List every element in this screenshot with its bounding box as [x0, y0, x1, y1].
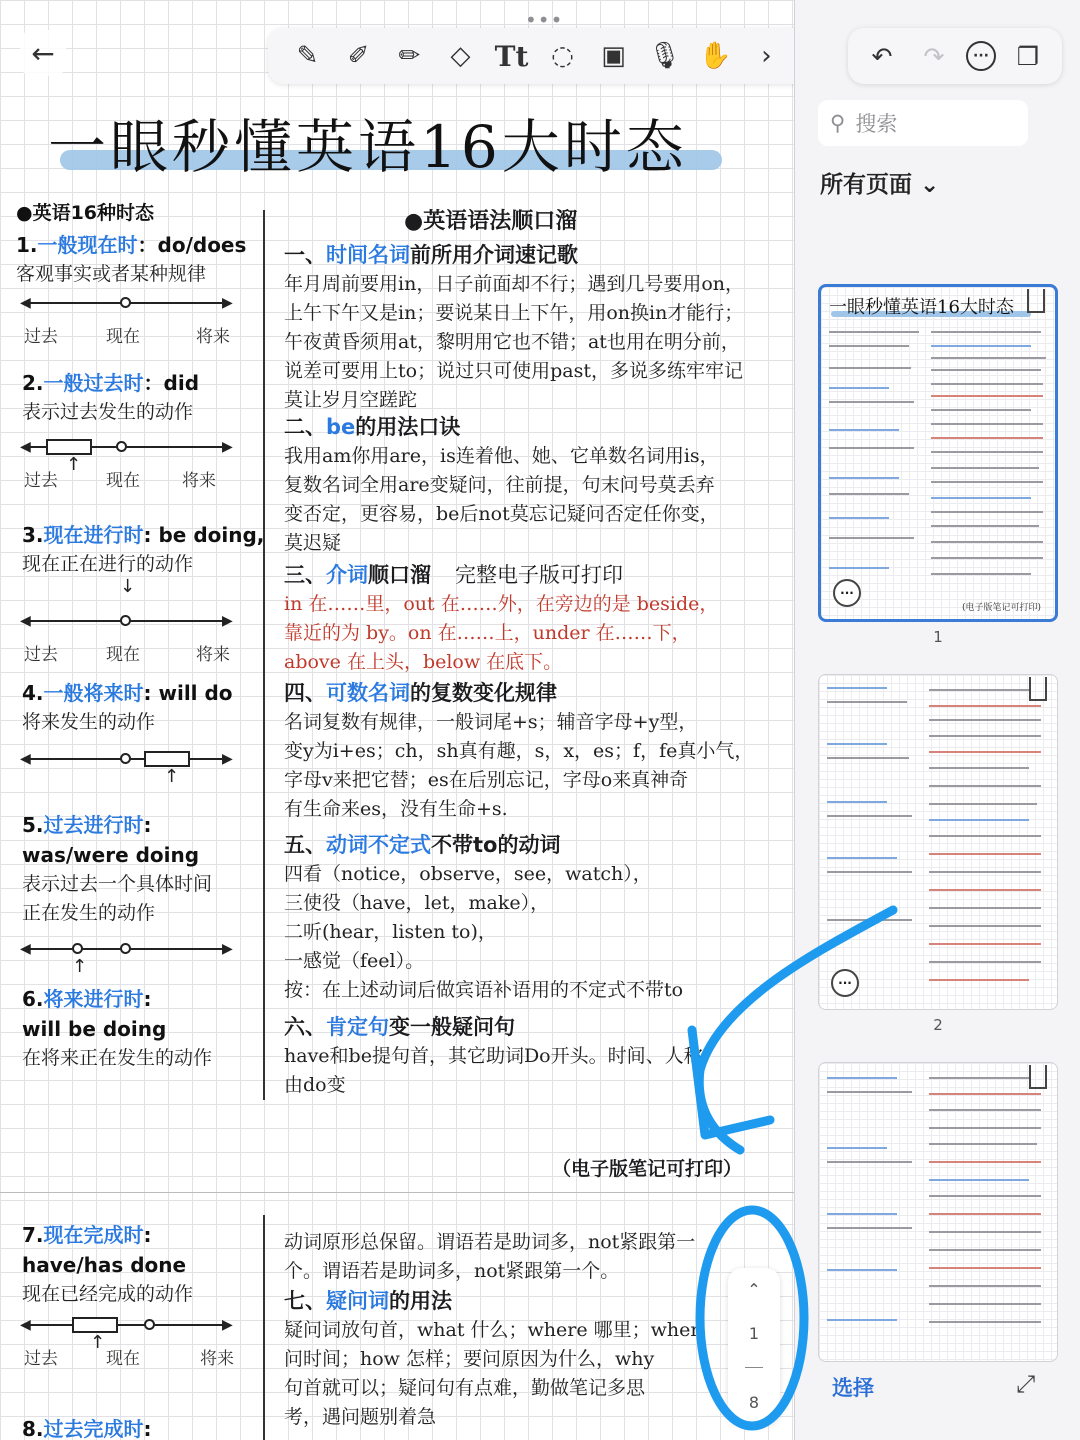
text-line: 午夜黄昏须用at，黎明用它也不错；at也用在明分前， [284, 331, 740, 353]
text-line: 句首就可以；疑问句有点难，勤做笔记多思 [284, 1377, 646, 1399]
drawing-toolbar [268, 28, 795, 84]
section-2 [284, 412, 794, 558]
undo-icon[interactable]: ↶ [871, 41, 893, 71]
eraser-pencil-icon[interactable]: ✏ [398, 41, 421, 71]
tense-num: 1. [16, 233, 38, 257]
tense-num: 6. [22, 987, 44, 1011]
text-line: 年月周前要用in，日子前面却不行；遇到几号要用on， [284, 273, 744, 295]
section-6 [284, 1012, 794, 1100]
text-line: in 在……里，out 在……外，在旁边的是 beside， [284, 593, 719, 615]
section-key: 疑问词 [326, 1289, 389, 1313]
text-line: 三使役（have，let，make）， [284, 892, 550, 914]
tense-form: do/does [157, 233, 247, 257]
all-pages-label: 所有页面 [820, 172, 912, 198]
tense-name: 一般过去时 [43, 371, 144, 395]
tense-def: 正在发生的动作 [22, 902, 156, 924]
timeline: ▶ ◀ ↑ 过去 现在 将来 [20, 1317, 234, 1369]
tense-name: 一般现在时 [37, 233, 138, 257]
image-icon[interactable]: ▣ [601, 41, 626, 71]
text-line: 说差可要用上to；说过只可使用past，多说多练牢牢记 [284, 360, 743, 382]
page-break [0, 1192, 795, 1193]
column-divider [263, 1215, 265, 1440]
timeline-past: 过去 [24, 645, 58, 665]
eraser-icon[interactable]: ◇ [450, 41, 471, 71]
tense-6 [22, 984, 262, 1073]
search-icon: ⚲ [830, 111, 846, 135]
text-line: 按：在上述动词后做宾语补语用的不定式不带to [284, 979, 684, 1001]
section-num: 六、 [284, 1015, 326, 1039]
divider [745, 1367, 763, 1368]
tense-def: 表示过去发生的动作 [22, 401, 194, 423]
section-heading [284, 240, 794, 270]
right-heading: ●英语语法顺口溜 [404, 209, 578, 234]
text-line: 动词原形总保留。谓语若是助词多，not紧跟第一 [284, 1231, 696, 1253]
tense-name: 现在进行时 [43, 523, 144, 547]
search-placeholder: 搜索 [855, 112, 898, 136]
tense-colon: : [143, 523, 159, 547]
section-heading [284, 678, 794, 708]
tense-name: 过去完成时 [43, 1417, 144, 1440]
text-line: 问时间；how 怎样；要问原因为什么，why [284, 1348, 655, 1370]
text-line: 由do变 [284, 1074, 346, 1096]
chevron-up-icon[interactable]: ⌃ [747, 1280, 761, 1300]
section-num: 三、 [284, 563, 326, 587]
section-num: 二、 [284, 415, 326, 439]
text-tool-icon[interactable]: Tt [494, 39, 529, 73]
left-heading: ●英语16种时态 [16, 202, 155, 224]
section-num: 一、 [284, 243, 326, 267]
tense-def: 现在正在进行的动作 [22, 553, 194, 575]
text-line: 个。谓语若是助词多，not紧跟第一个。 [284, 1260, 620, 1282]
text-line: 我用am你用are，is连着他、她、它单数名词用is， [284, 445, 719, 467]
page-options-icon[interactable]: ··· [831, 969, 859, 997]
tense-colon: ： [137, 233, 158, 257]
page-number: 2 [933, 1016, 943, 1034]
text-line: 靠近的为 by。on 在……上，under 在……下， [284, 622, 691, 644]
timeline: ▶ ◀ ↑ 过去 现在 将来 [20, 439, 233, 491]
text-line: 一感觉（feel）。 [284, 950, 425, 972]
pages-icon[interactable]: ❐ [1016, 41, 1040, 71]
page-number: 1 [933, 628, 943, 646]
section-rest: 的复数变化规律 [410, 681, 557, 705]
section-heading [284, 830, 794, 860]
thumb-title: 一眼秒懂英语16大时态 [829, 297, 1014, 318]
text-line: 二听(hear，listen to)， [284, 921, 497, 943]
tense-colon: ： [143, 371, 164, 395]
tense-4 [22, 678, 262, 737]
chevron-down-icon: ⌄ [920, 172, 940, 198]
tense-form: have/has done [22, 1253, 187, 1277]
timeline-future: 将来 [182, 471, 216, 491]
tense-def: 客观事实或者某种规律 [16, 263, 207, 285]
tense-2 [22, 368, 262, 427]
tense-num: 2. [22, 371, 44, 395]
tense-num: 8. [22, 1417, 44, 1440]
arrow-left-icon: ← [31, 36, 55, 70]
tense-def: 将来发生的动作 [22, 711, 156, 733]
section-num: 七、 [284, 1289, 326, 1313]
thumb-footer: (电子版笔记可打印) [961, 603, 1041, 613]
section-key: 肯定句 [326, 1015, 389, 1039]
pen-icon[interactable]: ✎ [296, 41, 319, 71]
select-button[interactable]: 选择 [832, 1376, 874, 1400]
page-options-icon[interactable]: ··· [833, 579, 861, 607]
text-line: 有生命来es，没有生命+s. [284, 798, 508, 820]
section-5 [284, 830, 794, 1005]
text-line: 字母v来把它替；es在后别忘记，字母o来真神奇 [284, 769, 689, 791]
hand-icon[interactable]: ✋ [699, 41, 732, 71]
tense-3 [22, 520, 265, 579]
section-heading [284, 1012, 794, 1042]
bookmark-icon[interactable] [1029, 677, 1047, 701]
tense-num: 7. [22, 1223, 44, 1247]
tense-form: did [163, 371, 200, 395]
highlighter-icon[interactable]: ✐ [347, 41, 370, 71]
page-thumbnail-1[interactable] [818, 284, 1058, 622]
search-field[interactable] [818, 100, 1028, 146]
text-line: 四看（notice，observe，see，watch）， [284, 863, 652, 885]
timeline: ▶ ◀ ↑ [20, 751, 233, 787]
section-key: 介词 [326, 563, 368, 587]
text-line: have和be提句首，其它助词Do开头。时间、人称 [284, 1045, 703, 1067]
text-line: 莫让岁月空蹉跎 [284, 389, 418, 411]
timeline-past: 过去 [24, 327, 58, 347]
tense-def: 表示过去一个具体时间 [22, 873, 213, 895]
page-thumbnail-2[interactable] [818, 674, 1058, 1010]
bookmark-icon[interactable] [1029, 1065, 1047, 1089]
text-line: 变否定，更容易，be后not莫忘记疑问否定任你变， [284, 503, 719, 525]
text-line: 疑问词放句首，what 什么；where 哪里；when [284, 1319, 703, 1341]
text-line: 考，遇问题别着急 [284, 1406, 437, 1428]
redo-icon[interactable]: ↷ [923, 41, 945, 71]
tense-7 [22, 1220, 262, 1309]
section-key: be [326, 415, 356, 439]
page-thumbnail-3[interactable] [818, 1062, 1058, 1362]
section-key: 可数名词 [326, 681, 410, 705]
tense-8 [22, 1414, 262, 1440]
tense-5 [22, 810, 262, 928]
section-rest: 的用法 [389, 1289, 452, 1313]
text-line: 莫迟疑 [284, 532, 342, 554]
tense-num: 4. [22, 681, 44, 705]
multitask-handle-icon[interactable]: ••• [525, 8, 564, 32]
tense-colon: : [143, 681, 159, 705]
left-heading-box [16, 200, 264, 226]
expand-icon[interactable]: ⤢ [1016, 1370, 1036, 1398]
timeline: ▶ ◀ ↑ [20, 941, 233, 977]
section-rest: 前所用介词速记歌 [410, 243, 578, 267]
tense-colon: : [143, 1417, 152, 1440]
section-num: 五、 [284, 833, 326, 857]
tense-name: 现在完成时 [43, 1223, 144, 1247]
back-button[interactable] [20, 30, 66, 76]
timeline-present: 现在 [106, 327, 140, 347]
tense-name: 将来进行时 [43, 987, 144, 1011]
bookmark-icon[interactable] [1027, 289, 1045, 313]
all-pages-dropdown[interactable] [820, 166, 939, 199]
section-1 [284, 240, 794, 415]
timeline: ▶ ◀ 过去 现在 将来 [20, 295, 233, 347]
tense-1 [16, 230, 256, 289]
total-pages: 8 [748, 1392, 760, 1412]
timeline-present: 现在 [106, 645, 140, 665]
lasso-icon[interactable]: ◌ [551, 41, 574, 71]
text-line: 变y为i+es；ch，sh真有趣，s，x，es；f，fe真小气， [284, 740, 754, 762]
tense-name: 过去进行时 [43, 813, 144, 837]
column-divider [263, 210, 265, 1100]
section-num: 四、 [284, 681, 326, 705]
tense-form: will be doing [22, 1017, 167, 1041]
microphone-icon[interactable]: 🎙 [647, 41, 681, 71]
text-line: above 在上头，below 在底下。 [284, 651, 563, 673]
timeline-future: 将来 [196, 327, 230, 347]
tense-name: 一般将来时 [43, 681, 144, 705]
tense-form: will do [158, 681, 233, 705]
section-rest: 不带to的动词 [431, 833, 561, 857]
section-note: 完整电子版可打印 [455, 563, 623, 587]
printable-note: （电子版笔记可打印） [552, 1158, 743, 1180]
tense-form: was/were doing [22, 843, 200, 867]
section-key: 时间名词 [326, 243, 410, 267]
section-3 [284, 560, 794, 677]
tense-num: 5. [22, 813, 44, 837]
tense-form: be doing, [158, 523, 265, 547]
tense-colon: : [143, 1223, 152, 1247]
section-rest: 顺口溜 [368, 563, 431, 587]
section-heading [284, 412, 794, 442]
tense-colon: : [143, 813, 152, 837]
chevron-right-icon[interactable]: › [761, 41, 772, 71]
document-toolbar [848, 28, 1062, 84]
section-heading [284, 1286, 794, 1316]
tense-def: 现在已经完成的动作 [22, 1283, 194, 1305]
tense-colon: : [143, 987, 152, 1011]
section-6-continued [284, 1228, 794, 1432]
tense-def: 在将来正在发生的动作 [22, 1047, 213, 1069]
timeline-future: 将来 [196, 645, 230, 665]
section-key: 动词不定式 [326, 833, 431, 857]
text-line: 复数名词全用are变疑问，往前提，句末问号莫丢弃 [284, 474, 715, 496]
section-rest: 变一般疑问句 [389, 1015, 515, 1039]
text-line: 上午下午又是in；要说某日上下午，用on换in才能行； [284, 302, 744, 324]
page-title: 一眼秒懂英语16大时态 [48, 113, 688, 181]
text-line: 名词复数有规律，一般词尾+s；辅音字母+y型， [284, 711, 698, 733]
more-icon[interactable]: ··· [966, 41, 996, 71]
section-heading [284, 560, 794, 590]
timeline: ↓ ▶ ◀ 过去 现在 将来 [20, 576, 233, 665]
tense-num: 3. [22, 523, 44, 547]
section-4 [284, 678, 794, 824]
current-page: 1 [748, 1323, 760, 1343]
timeline-present: 现在 [106, 1349, 140, 1369]
timeline-past: 过去 [24, 1349, 58, 1369]
page-indicator[interactable] [728, 1268, 780, 1424]
timeline-future: 将来 [200, 1349, 234, 1369]
timeline-present: 现在 [106, 471, 140, 491]
timeline-past: 过去 [24, 471, 58, 491]
section-rest: 的用法口诀 [355, 415, 461, 439]
